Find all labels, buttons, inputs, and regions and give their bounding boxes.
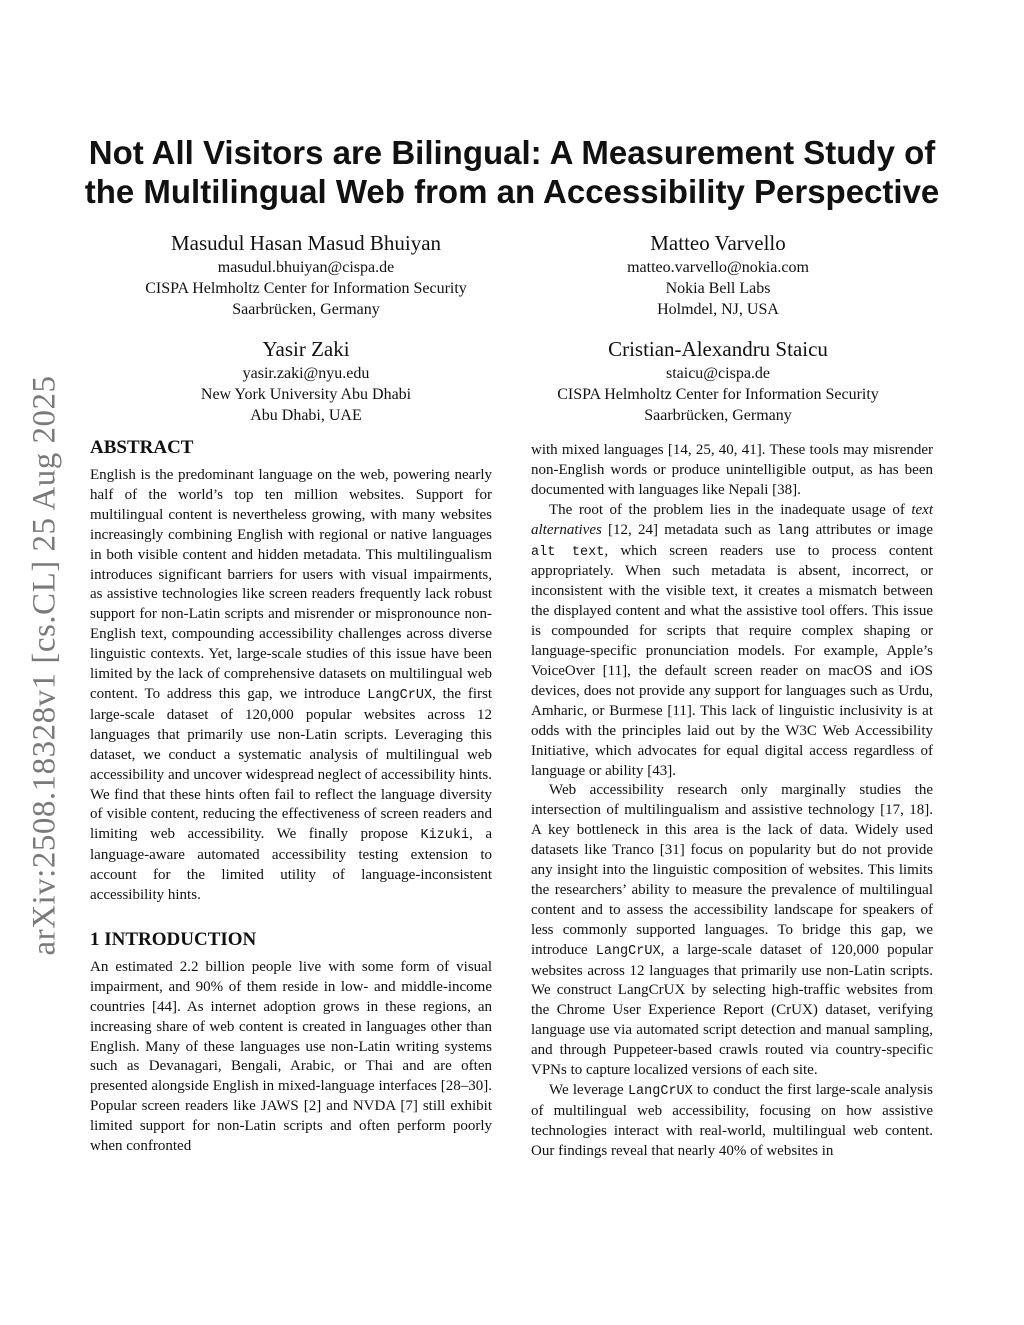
author-block-3 — [100, 336, 512, 426]
author-name: Matteo Varvello — [650, 231, 786, 255]
text-run: , a language-aware automated accessibility testing extension to account for the limited utility of language-inconsistent accessibility hints. — [90, 826, 492, 904]
paper-title — [60, 133, 964, 211]
text-run: The root of the problem lies in the inadequate usage of — [549, 501, 912, 518]
text-run: attributes or image — [809, 521, 933, 538]
author-email: staicu@cispa.de — [665, 365, 771, 382]
author-name: Cristian-Alexandru Staicu — [608, 337, 828, 361]
author-affiliation: CISPA Helmholtz Center for Information Security — [557, 386, 879, 403]
author-affiliation: Nokia Bell Labs — [665, 280, 771, 297]
arxiv-identifier-stamp — [14, 370, 76, 960]
abstract-heading: ABSTRACT — [90, 437, 194, 458]
arxiv-id: arXiv:2508.18328v1 [cs.CL] 25 Aug 2025 — [26, 375, 63, 955]
title-line-2: the Multilingual Web from an Accessibility Perspective — [84, 173, 940, 210]
author-block-2 — [512, 230, 924, 320]
intro-paragraph-4 — [531, 1081, 933, 1162]
author-location: Abu Dhabi, UAE — [250, 407, 362, 424]
text-run: English is the predominant language on the web, powering nearly half of the world’s top ten million websites. Support for multilingual content is nevertheless growing, with many websites increasingly combining English with regional or native languages in both visible content and hidden metadata. This multilingualism introduces significant barriers for users with visual impairments, as assistive technologies like screen readers frequently lack robust support for non-Latin scripts and misrender or mispronounce non-English text, compounding accessibility challenges across diverse linguistic contexts. Yet, large-scale studies of this issue have been limited by the lack of comprehensive datasets on multilingual web content. To address this gap, we introduce — [90, 467, 492, 702]
text-run: [12, 24] metadata such as — [601, 521, 777, 538]
left-column — [90, 436, 492, 1157]
author-email: yasir.zaki@nyu.edu — [242, 365, 370, 382]
author-block-1 — [100, 230, 512, 320]
author-block-4 — [512, 336, 924, 426]
author-name: Masudul Hasan Masud Bhuiyan — [170, 231, 442, 255]
code-langcrux: LangCrUX — [627, 1084, 693, 1099]
code-lang: lang — [776, 523, 810, 539]
text-run: , which screen readers use to process content appropriately. When such metadata is absent, incorrect, or inconsistent with the visible text, it creates a mismatch between the displayed content and what the assistive tool offers. This issue is compounded for scripts that require complex shaping or language-specific pronunciation models. For example, Apple’s VoiceOver [11], the default screen reader on macOS and iOS devices, does not provide any support for languages such as Urdu, Amharic, or Burmese [11]. This lack of linguistic inclusivity is at odds with the principles laid out by the W3C Web Accessibility Initiative, which advocates for equal digital access regardless of language or ability [43]. — [531, 542, 933, 779]
author-location: Holmdel, NJ, USA — [657, 301, 779, 318]
text-run: Web accessibility research only marginally studies the intersection of multilingualism and assistive technology [17, 18]. A key bottleneck in this area is the lack of data. Widely used datasets like Tranco [31] focus on popularity but do not provide any insight into the linguistic composition of websites. This limits the researchers’ ability to measure the prevalence of multilingual content and to assess the accessibility landscape for speakers of less commonly supported languages. To bridge this gap, we introduce — [531, 782, 933, 958]
intro-paragraph-2 — [531, 501, 933, 782]
title-line-1: Not All Visitors are Bilingual: A Measurement Study of — [88, 134, 936, 171]
code-langcrux: LangCrUX — [595, 943, 661, 959]
intro-paragraph-1: An estimated 2.2 billion people live with some form of visual impairment, and 90% of them reside in low- and middle-income countries [44]. As internet adoption grows in these regions, an increasing share of web content is created in languages other than English. Many of these languages use non-Latin writing systems such as Devanagari, Bengali, Arabic, or Thai and are often presented alongside English in mixed-language interfaces [28–30]. Popular screen readers like JAWS [2] and NVDA [7] still exhibit limited support for non-Latin scripts and often perform poorly when confronted — [90, 958, 492, 1155]
code-kizuki: Kizuki — [420, 828, 470, 844]
author-email: masudul.bhuiyan@cispa.de — [217, 259, 395, 276]
italic-term: text alternatives — [531, 501, 933, 538]
author-location: Saarbrücken, Germany — [232, 301, 380, 318]
text-run: to conduct the first large-scale analysis of multilingual web accessibility, focusing on how assistive technologies interact with real-world, multilingual web content. Our findings reveal that nearly 40% of websites in — [531, 1082, 933, 1159]
abstract-paragraph — [90, 466, 492, 906]
code-alt-text: alt text — [531, 544, 605, 560]
text-run: , the first large-scale dataset of 120,000 popular websites across 12 languages that primarily use non-Latin scripts. Leveraging this dataset, we conduct a systematic analysis of multilingual web accessibility and uncover widespread neglect of accessibility hints. We find that these hints often fail to reflect the language diversity of visible content, reducing the effectiveness of screen readers and limiting web accessibility. We finally propose — [90, 685, 492, 843]
author-affiliation: CISPA Helmholtz Center for Information Security — [145, 280, 467, 297]
intro-paragraph-3 — [531, 781, 933, 1081]
author-affiliation: New York University Abu Dhabi — [200, 386, 412, 403]
right-column — [531, 441, 933, 1162]
author-name: Yasir Zaki — [262, 337, 350, 361]
author-location: Saarbrücken, Germany — [644, 407, 792, 424]
code-langcrux: LangCrUX — [367, 687, 433, 703]
author-email: matteo.varvello@nokia.com — [627, 259, 809, 276]
introduction-heading: 1 INTRODUCTION — [90, 928, 257, 950]
intro-paragraph-1-continued: with mixed languages [14, 25, 40, 41]. These tools may misrender non-English words or produce unintelligible output, as has been documented with languages like Nepali [38]. — [531, 442, 933, 498]
text-run: We leverage — [549, 1082, 628, 1098]
text-run: , a large-scale dataset of 120,000 popular websites across 12 languages that primarily use non-Latin scripts. We construct LangCrUX by selecting high-traffic websites from the Chrome User Experience Report (CrUX) dataset, verifying language use via automated script detection and manual sampling, and through Puppeteer-based crawls routed via country-specific VPNs to capture localized versions of each site. — [531, 941, 933, 1079]
